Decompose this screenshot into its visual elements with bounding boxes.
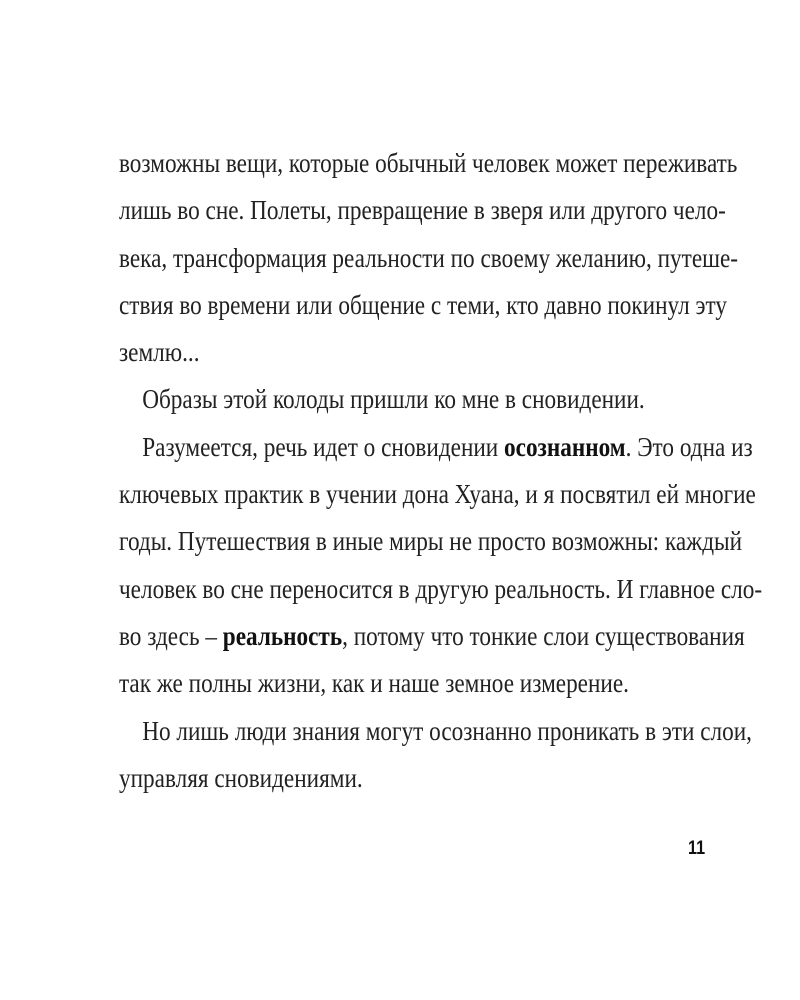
emphasis-realnost: реальность — [222, 620, 343, 651]
text-line: годы. Путешествия в иные миры не просто возможны: каждый — [119, 526, 743, 557]
text-fragment: во здесь – — [119, 620, 223, 651]
text-line: управляя сновидениями. — [119, 762, 363, 793]
text-line: лишь во сне. Полеты, превращение в зверя или другого чело- — [119, 195, 726, 226]
text-line: так же полны жизни, как и наше земное измерение. — [119, 668, 629, 699]
text-fragment: , потому что тонкие слои существования — [342, 620, 745, 651]
body-text — [119, 140, 763, 802]
text-line: века, трансформация реальности по своему желанию, путеше- — [119, 242, 739, 273]
text-line: землю... — [119, 337, 200, 368]
page-number: 11 — [688, 838, 706, 859]
text-line: возможны вещи, которые обычный человек может переживать — [119, 148, 738, 178]
text-line — [119, 613, 745, 660]
text-line: человек во сне переносится в другую реальность. И главное сло- — [119, 573, 763, 604]
text-fragment: . Это одна из — [625, 431, 753, 462]
text-line: ключевых практик в учении дона Хуана, и я посвятил ей многие — [119, 479, 756, 510]
text-line — [119, 424, 753, 471]
text-fragment: Разумеется, речь идет о сновидении — [142, 431, 505, 462]
emphasis-osoznannom: осознанном — [504, 431, 626, 462]
text-line: Образы этой колоды пришли ко мне в сновидении. — [142, 384, 645, 415]
text-line: ствия во времени или общение с теми, кто давно покинул эту — [119, 289, 727, 320]
text-line: Но лишь люди знания могут осознанно проникать в эти слои, — [142, 715, 752, 746]
